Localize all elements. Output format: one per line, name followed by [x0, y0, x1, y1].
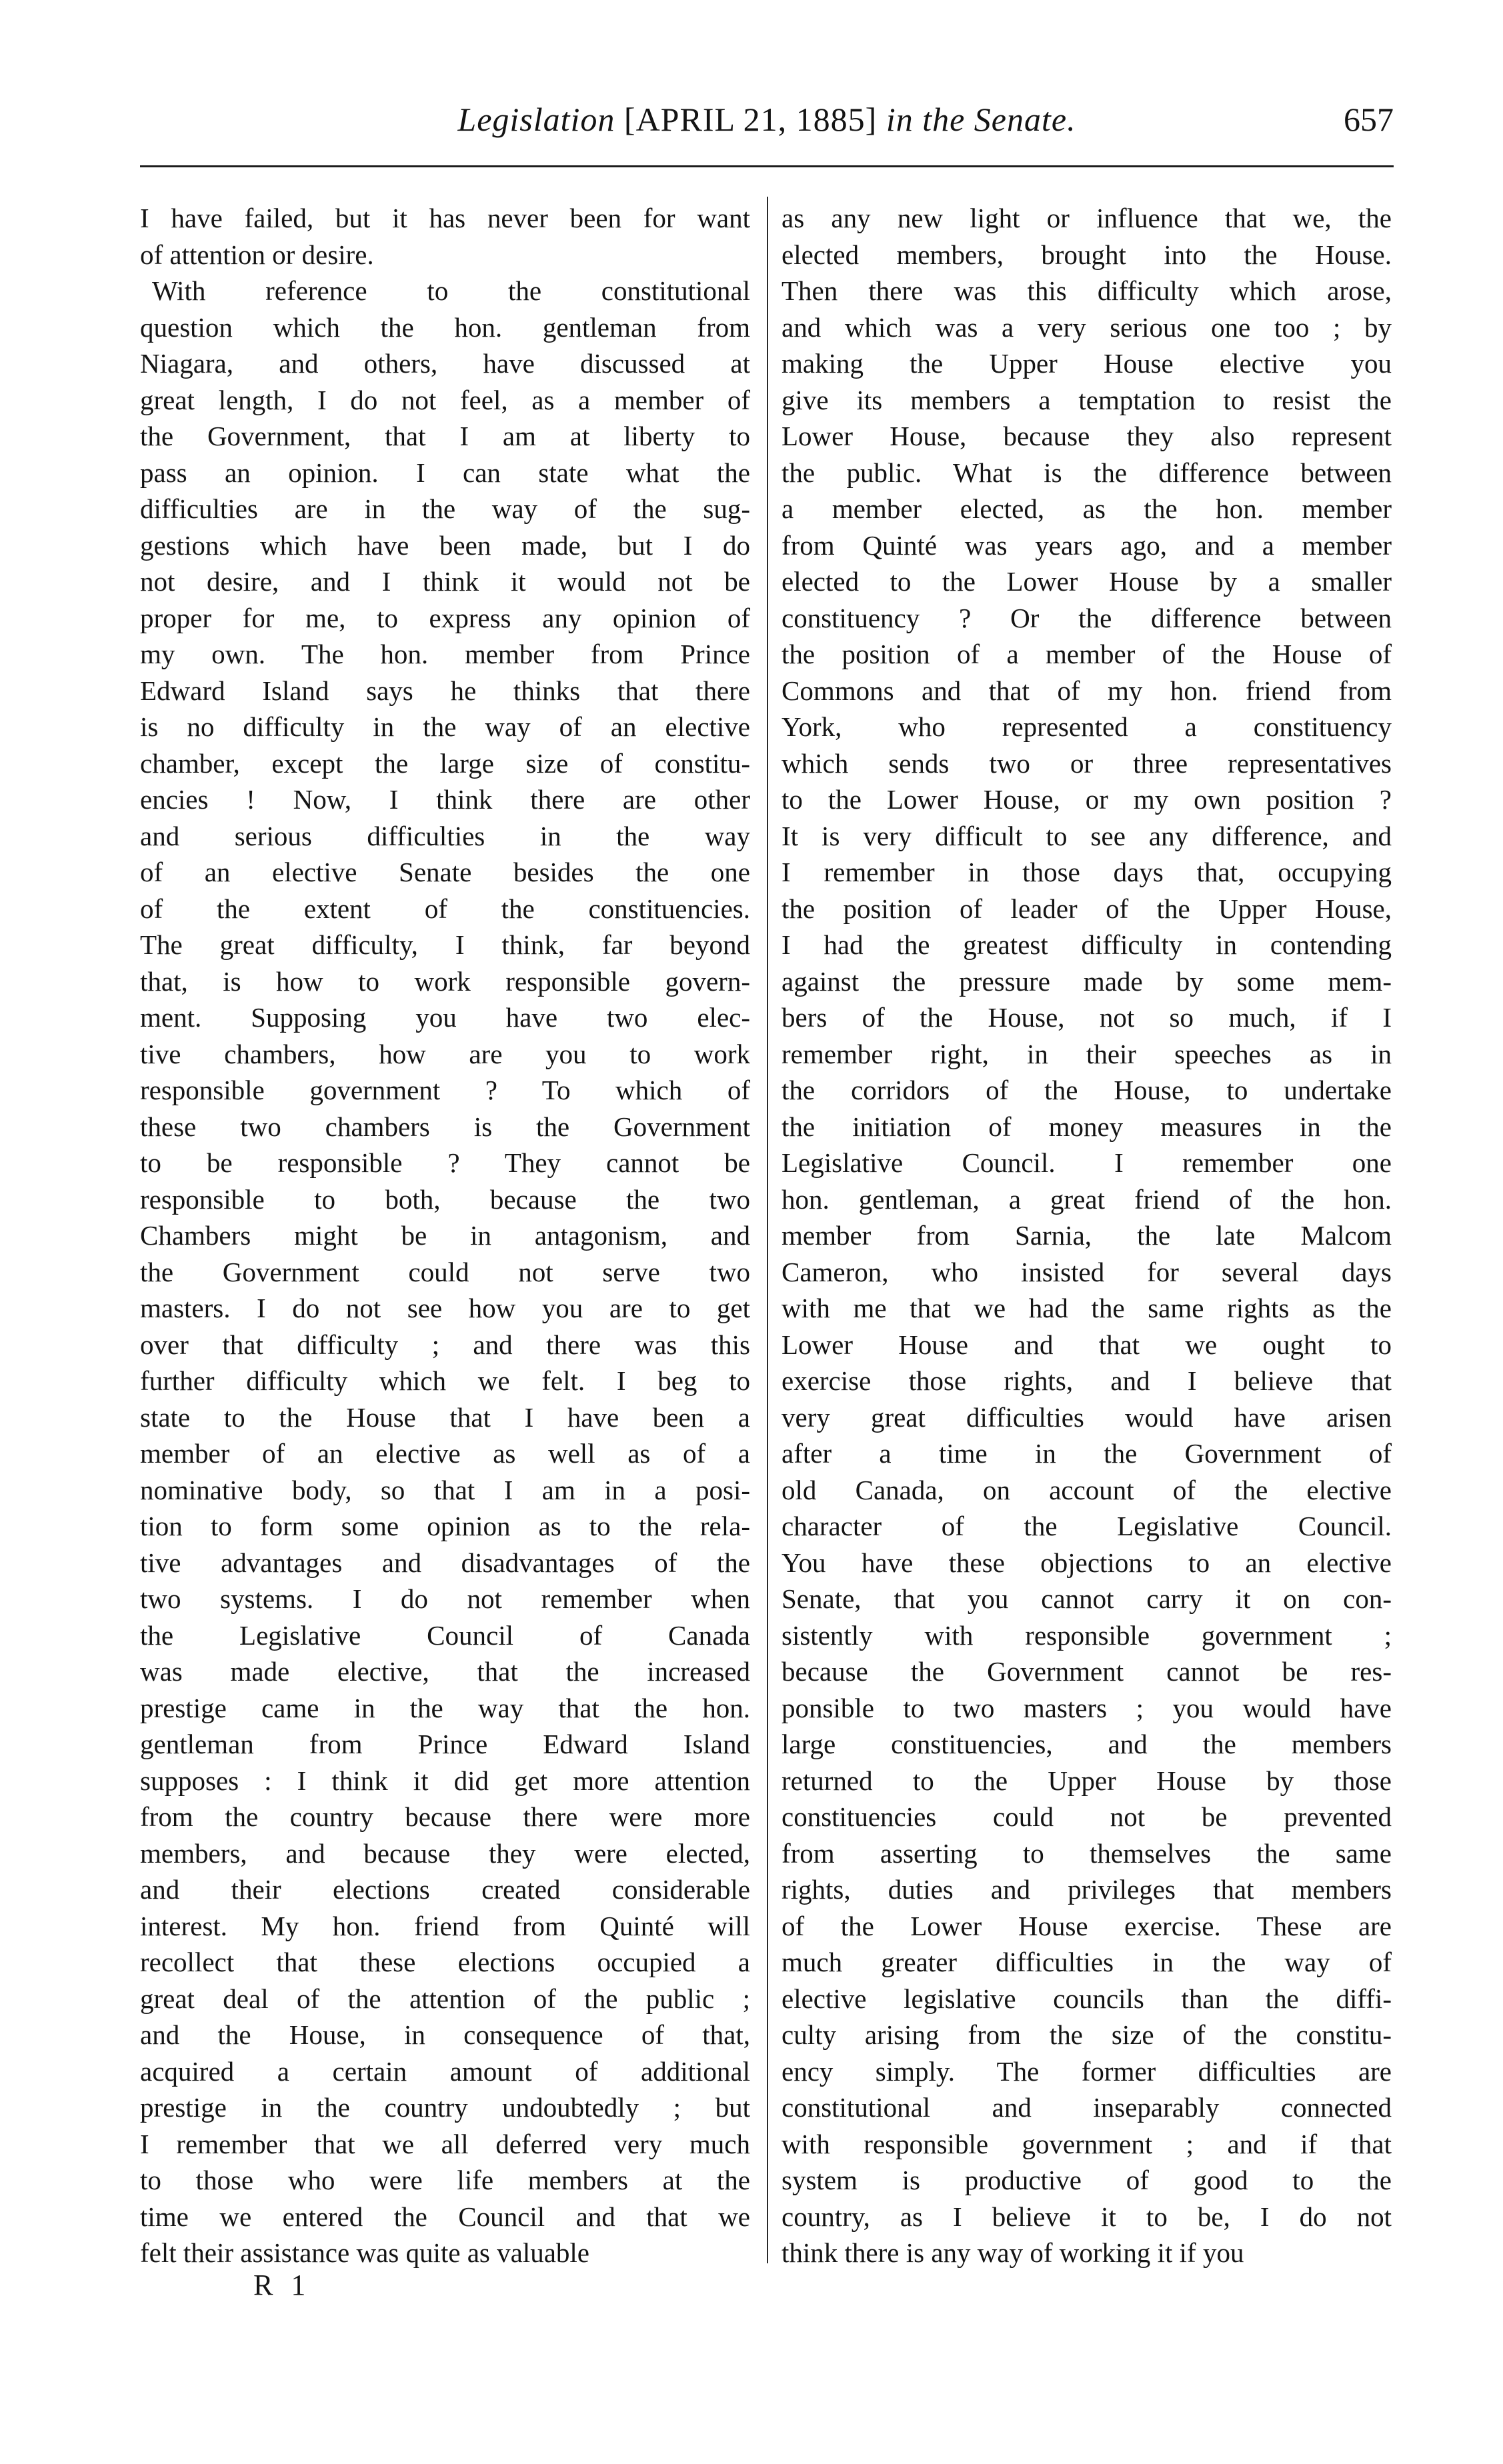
left-column-line: state to the House that I have been a	[140, 1401, 750, 1433]
left-column-line: tive advantages and disadvantages of the	[140, 1547, 750, 1578]
title-suffix: in the Senate.	[886, 101, 1076, 138]
left-column-line: of an elective Senate besides the one	[140, 857, 750, 887]
left-column-line: time we entered the Council and that we	[140, 2201, 750, 2232]
left-column-line: to be responsible ? They cannot be	[140, 1147, 750, 1178]
right-column-line: and which was a very serious one too ; by	[782, 311, 1392, 343]
right-column-line: I remember in those days that, occupying	[782, 857, 1392, 887]
left-column-line: ment. Supposing you have two elec-	[140, 1002, 750, 1033]
right-column-line: which sends two or three representatives	[782, 747, 1392, 779]
right-column-line: elective legislative councils than the diffi-	[782, 1983, 1392, 2014]
right-column-line: Legislative Council. I remember one	[782, 1147, 1392, 1178]
right-column-line: ency simply. The former difficulties are	[782, 2055, 1392, 2087]
left-column-line: the Legislative Council of Canada	[140, 1619, 750, 1651]
right-column-line: Cameron, who insisted for several days	[782, 1256, 1392, 1287]
right-column-line: system is productive of good to the	[782, 2165, 1392, 2195]
left-column-line: question which the hon. gentleman from	[140, 311, 750, 343]
left-column-line: felt their assistance was quite as valuable	[140, 2237, 589, 2268]
left-column-line: proper for me, to express any opinion of	[140, 602, 750, 633]
left-column-line: difficulties are in the way of the sug-	[140, 493, 750, 524]
right-column-line: the position of leader of the Upper House,	[782, 893, 1392, 924]
right-column-line: think there is any way of working it if you	[782, 2237, 1244, 2268]
right-column-line: a member elected, as the hon. member	[782, 493, 1392, 524]
right-column-line: because the Government cannot be res-	[782, 1656, 1392, 1687]
right-column-line: Then there was this difficulty which arose,	[782, 275, 1392, 306]
right-column-line: with responsible government ; and if that	[782, 2128, 1392, 2159]
right-column-line: constituencies could not be prevented	[782, 1801, 1392, 1832]
left-column-line: not desire, and I think it would not be	[140, 566, 750, 597]
right-column-line: sistently with responsible government ;	[782, 1619, 1392, 1651]
right-column-line: exercise those rights, and I believe that	[782, 1365, 1392, 1396]
right-column-line: Senate, that you cannot carry it on con-	[782, 1583, 1392, 1614]
right-column-line: character of the Legislative Council.	[782, 1511, 1392, 1541]
title-prefix: Legislation	[457, 101, 615, 138]
right-column-line: making the Upper House elective you	[782, 348, 1392, 379]
right-column-line: hon. gentleman, a great friend of the hon.	[782, 1183, 1392, 1215]
left-column-line: of attention or desire.	[140, 239, 374, 270]
left-column-line: and serious difficulties in the way	[140, 820, 750, 851]
right-column-line: returned to the Upper House by those	[782, 1765, 1392, 1796]
left-column-line: over that difficulty ; and there was this	[140, 1329, 750, 1360]
right-column-line: old Canada, on account of the elective	[782, 1474, 1392, 1505]
right-column-line: very great difficulties would have arisen	[782, 1401, 1392, 1433]
left-column-line: to those who were life members at the	[140, 2165, 750, 2195]
right-column-line: Lower House and that we ought to	[782, 1329, 1392, 1360]
left-column-line: tion to form some opinion as to the rela-	[140, 1511, 750, 1541]
right-column-line: to the Lower House, or my own position ?	[782, 784, 1392, 815]
left-column-line: encies ! Now, I think there are other	[140, 784, 750, 815]
right-column-line: the initiation of money measures in the	[782, 1111, 1392, 1142]
right-column-line: from asserting to themselves the same	[782, 1837, 1392, 1869]
right-column-line: bers of the House, not so much, if I	[782, 1002, 1392, 1033]
left-column-line: nominative body, so that I am in a posi-	[140, 1474, 750, 1505]
right-column-line: much greater difficulties in the way of	[782, 1947, 1392, 1977]
left-column-line: pass an opinion. I can state what the	[140, 457, 750, 488]
right-column-line: member from Sarnia, the late Malcom	[782, 1220, 1392, 1251]
right-column-line: Commons and that of my hon. friend from	[782, 675, 1392, 706]
left-column-line: further difficulty which we felt. I beg to	[140, 1365, 750, 1396]
left-column-line: responsible government ? To which of	[140, 1075, 750, 1105]
right-column-line: with me that we had the same rights as the	[782, 1293, 1392, 1323]
left-column-line: Niagara, and others, have discussed at	[140, 348, 750, 379]
right-column-line: Lower House, because they also represent	[782, 421, 1392, 451]
left-column-line: prestige came in the way that the hon.	[140, 1692, 750, 1723]
left-column-line: member of an elective as well as of a	[140, 1438, 750, 1469]
signature-mark: R 1	[253, 2269, 311, 2301]
left-column-line: was made elective, that the increased	[140, 1656, 750, 1687]
right-column-line: of the Lower House exercise. These are	[782, 1910, 1392, 1941]
right-column-line: You have these objections to an elective	[782, 1547, 1392, 1578]
right-column-line: elected members, brought into the House.	[782, 239, 1392, 270]
right-column-line: as any new light or influence that we, the	[782, 203, 1392, 233]
left-column-line: great deal of the attention of the public ;	[140, 1983, 750, 2014]
left-column-line: chamber, except the large size of constitu-	[140, 747, 750, 779]
left-column-line: The great difficulty, I think, far beyond	[140, 929, 750, 960]
title-date: [APRIL 21, 1885]	[623, 101, 878, 138]
left-column-line: supposes : I think it did get more attention	[140, 1765, 750, 1796]
running-header	[140, 100, 1394, 147]
column-divider	[767, 197, 768, 2263]
left-column-line: prestige in the country undoubtedly ; but	[140, 2092, 750, 2123]
right-column-line: It is very difficult to see any difference, and	[782, 820, 1392, 851]
left-column-line: recollect that these elections occupied a	[140, 1947, 750, 1977]
right-column-line: after a time in the Government of	[782, 1438, 1392, 1469]
left-column-line: interest. My hon. friend from Quinté will	[140, 1910, 750, 1941]
left-column-line: tive chambers, how are you to work	[140, 1038, 750, 1069]
right-column-line: the corridors of the House, to undertake	[782, 1075, 1392, 1105]
right-column-line: constituency ? Or the difference between	[782, 602, 1392, 633]
right-column-line: the position of a member of the House of	[782, 639, 1392, 669]
right-column-line: large constituencies, and the members	[782, 1729, 1392, 1759]
right-column-line: rights, duties and privileges that members	[782, 1874, 1392, 1905]
left-column-line: I have failed, but it has never been for want	[140, 203, 750, 233]
right-column-line: against the pressure made by some mem-	[782, 965, 1392, 997]
left-column-line: Chambers might be in antagonism, and	[140, 1220, 750, 1251]
left-column-line: my own. The hon. member from Prince	[140, 639, 750, 669]
right-column-line: the public. What is the difference between	[782, 457, 1392, 488]
right-column	[782, 200, 1392, 2271]
page-number: 657	[1344, 101, 1394, 138]
right-column-line: culty arising from the size of the constitu-	[782, 2019, 1392, 2050]
left-column-line: the Government could not serve two	[140, 1256, 750, 1287]
left-column-line: gentleman from Prince Edward Island	[140, 1729, 750, 1759]
right-column-line: ponsible to two masters ; you would have	[782, 1692, 1392, 1723]
left-column-line: I remember that we all deferred very much	[140, 2128, 750, 2159]
right-column-line: constitutional and inseparably connected	[782, 2092, 1392, 2123]
header-rule	[140, 165, 1394, 167]
right-column-line: I had the greatest difficulty in contending	[782, 929, 1392, 960]
right-column-line: elected to the Lower House by a smaller	[782, 566, 1392, 597]
left-column-line: members, and because they were elected,	[140, 1837, 750, 1869]
left-column-line: and the House, in consequence of that,	[140, 2019, 750, 2050]
left-column-line: is no difficulty in the way of an elective	[140, 711, 750, 742]
right-column-line: country, as I believe it to be, I do not	[782, 2201, 1392, 2232]
left-column-line: masters. I do not see how you are to get	[140, 1293, 750, 1323]
left-column-line: acquired a certain amount of additional	[140, 2055, 750, 2087]
left-column-line: gestions which have been made, but I do	[140, 529, 750, 561]
left-column-line: that, is how to work responsible govern-	[140, 965, 750, 997]
left-column-line: responsible to both, because the two	[140, 1183, 750, 1215]
left-column-line: from the country because there were more	[140, 1801, 750, 1832]
left-column-line: and their elections created considerable	[140, 1874, 750, 1905]
left-column-line: Edward Island says he thinks that there	[140, 675, 750, 706]
right-column-line: York, who represented a constituency	[782, 711, 1392, 742]
left-column-line: of the extent of the constituencies.	[140, 893, 750, 924]
left-column-line: great length, I do not feel, as a member of	[140, 384, 750, 415]
running-title	[140, 100, 1394, 139]
left-column-line: two systems. I do not remember when	[140, 1583, 750, 1614]
right-column-line: remember right, in their speeches as in	[782, 1038, 1392, 1069]
right-column-line: give its members a temptation to resist the	[782, 384, 1392, 415]
left-column-line: the Government, that I am at liberty to	[140, 421, 750, 451]
left-column	[140, 200, 750, 2271]
left-column-line: these two chambers is the Government	[140, 1111, 750, 1142]
right-column-line: from Quinté was years ago, and a member	[782, 529, 1392, 561]
left-column-line: With reference to the constitutional	[152, 275, 750, 306]
